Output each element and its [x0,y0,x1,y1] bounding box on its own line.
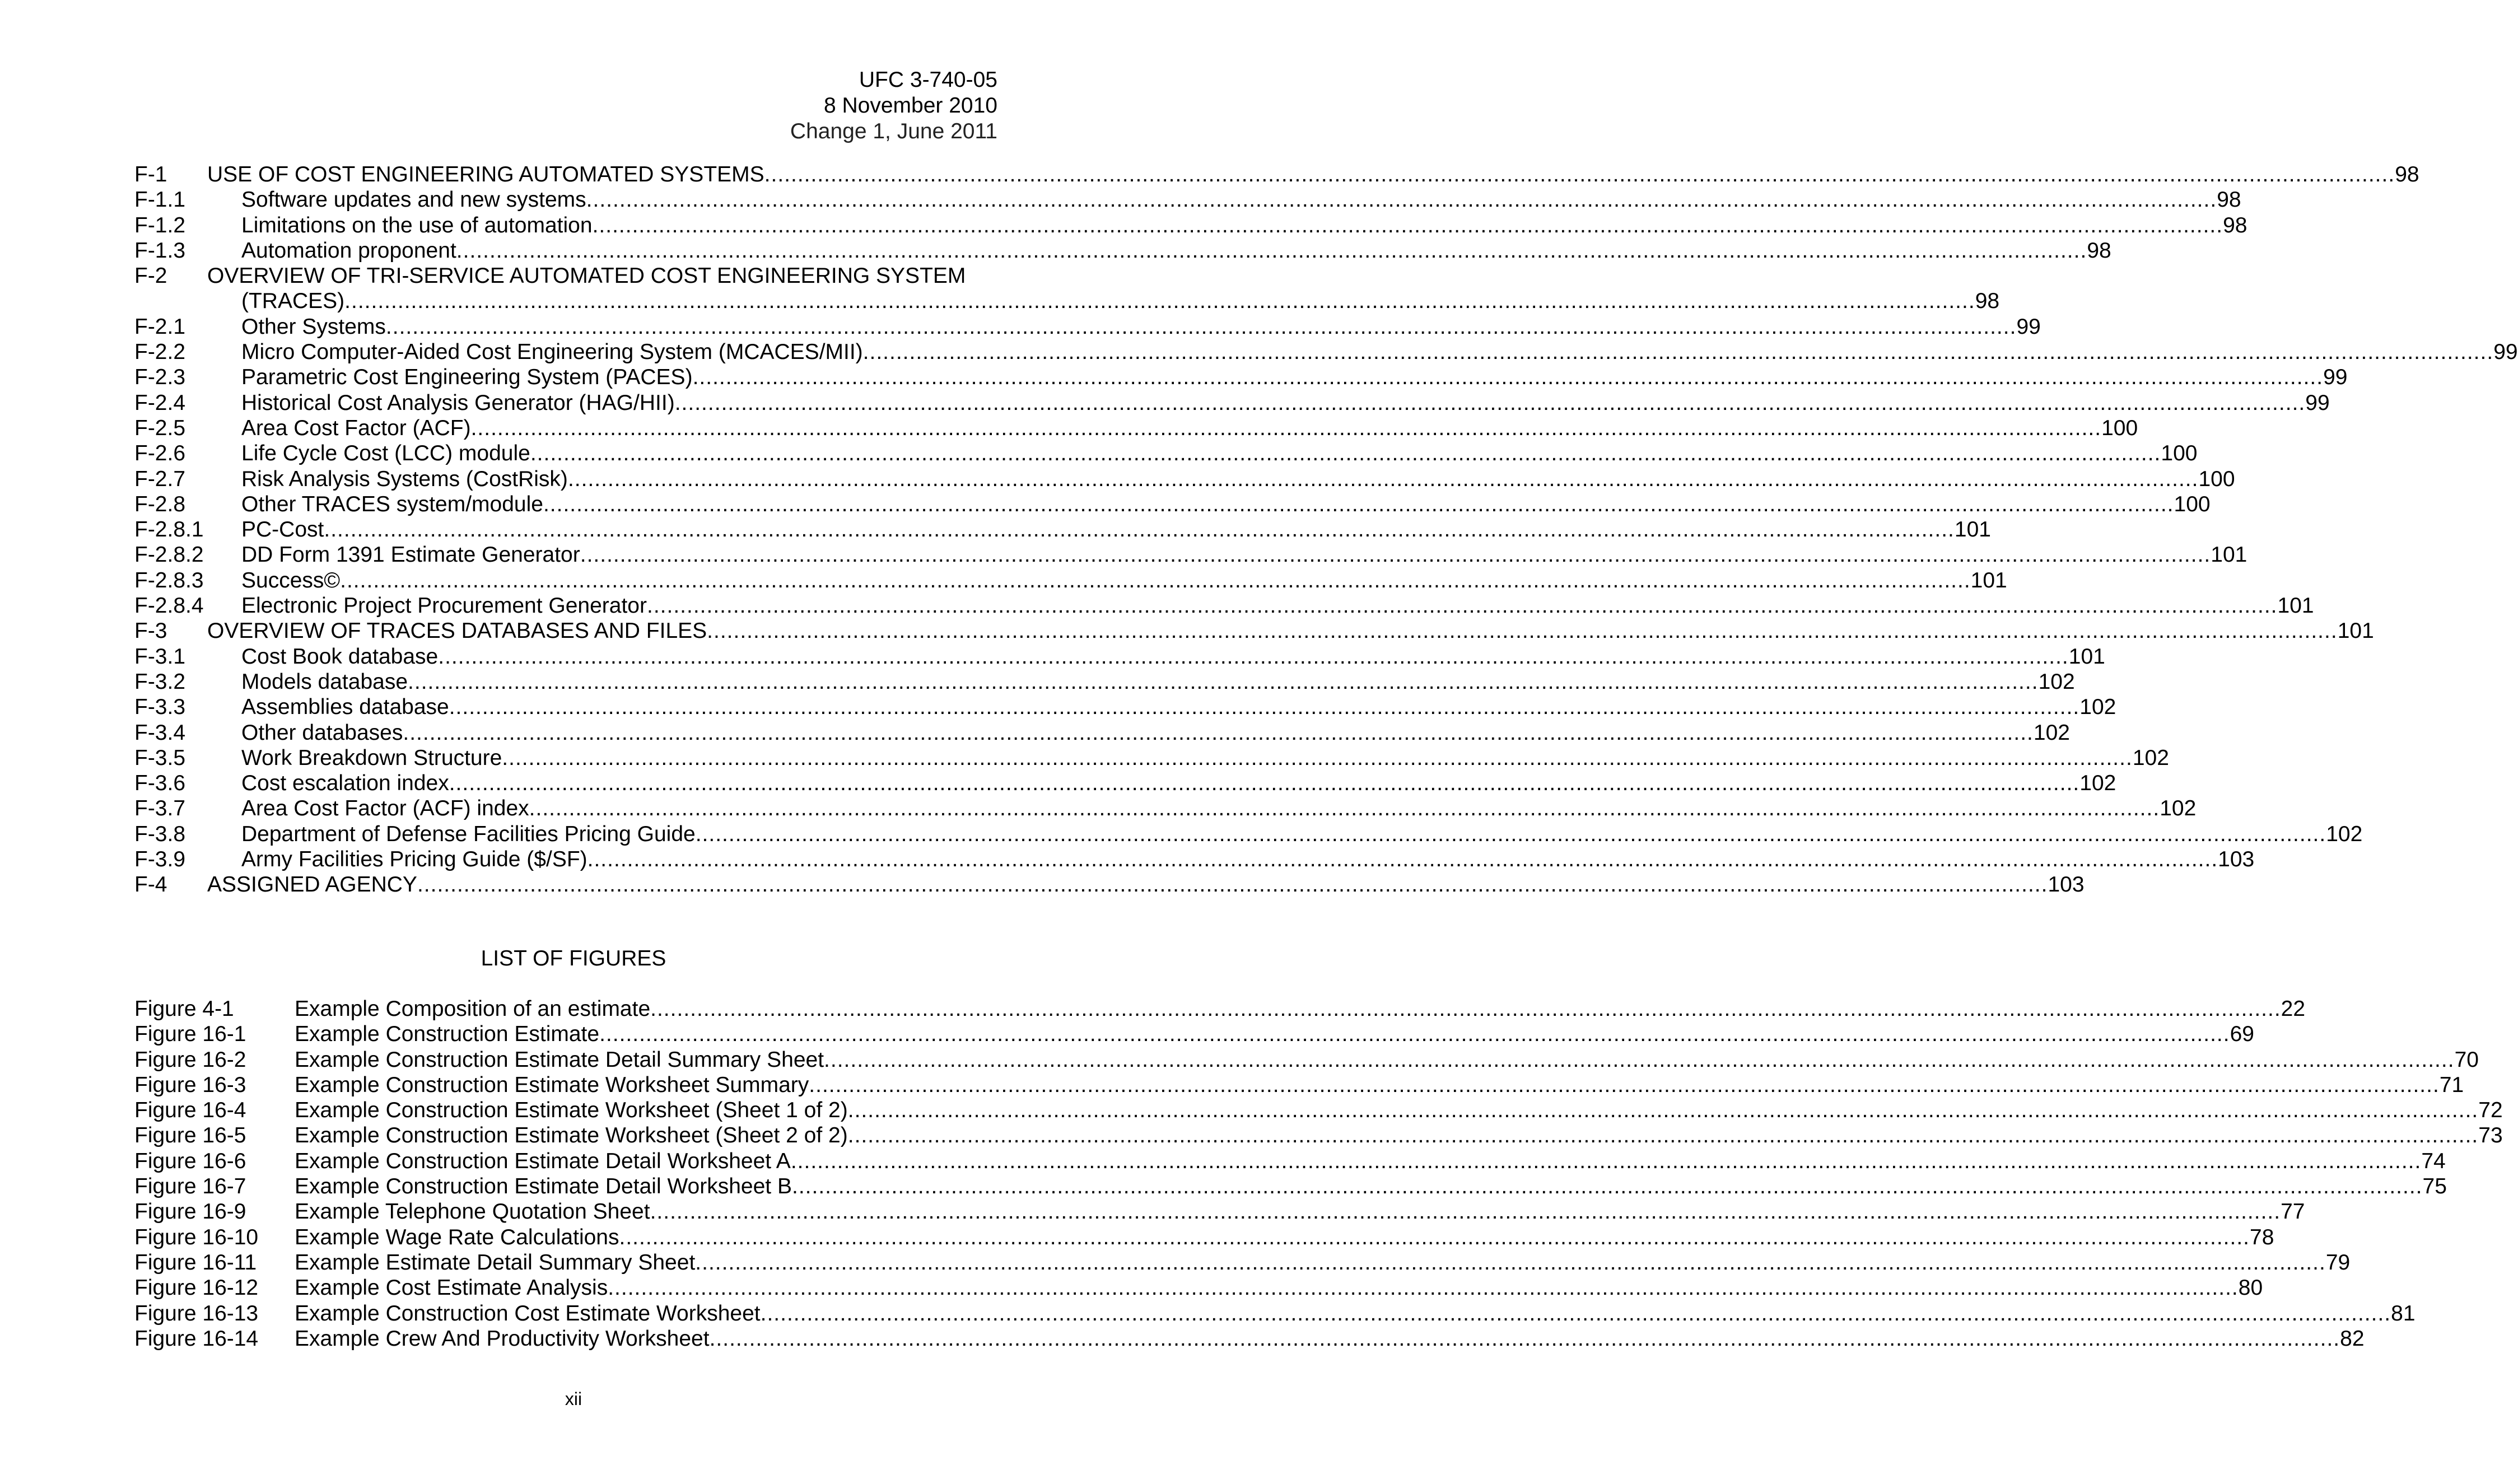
toc-entry[interactable]: F-2.2 Micro Computer-Aided Cost Engineering System (MCACES/MII) ..... 99 [134,340,1001,365]
figure-entry-number: Figure 16-14 [134,1326,259,1351]
toc-entry-page: 101 [1970,568,2007,592]
toc-entry[interactable]: F-2.8.2 DD Form 1391 Estimate Generator ..... 101 [134,543,1001,568]
dot-leader [710,1327,2340,1351]
toc-entry[interactable]: F-3 OVERVIEW OF TRACES DATABASES AND FILES ..... 101 [134,619,1001,644]
toc-entry-title: Models database [241,669,408,694]
toc-entry-page: 98 [1975,289,2000,314]
table-of-contents [134,162,2518,898]
toc-entry-page: 101 [1954,517,1991,542]
toc-entry-title: Other databases [241,720,403,745]
toc-entry[interactable]: F-3.1 Cost Book database ..... 101 [134,645,1001,670]
toc-entry[interactable]: F-3.9 Army Facilities Pricing Guide ($/SF) ..... 103 [134,847,1001,872]
dot-leader [449,695,2080,720]
toc-entry[interactable]: F-3.5 Work Breakdown Structure ..... 102 [134,746,1001,771]
dot-leader [848,1098,2479,1123]
toc-entry-title: Area Cost Factor (ACF) [241,416,471,440]
dot-leader [568,467,2199,492]
figure-entry-number: Figure 16-2 [134,1047,246,1072]
dot-leader [707,619,2338,643]
figure-entry[interactable] [134,1326,2365,1352]
toc-entry[interactable]: F-4 ASSIGNED AGENCY ..... 103 [134,872,1001,898]
toc-entry-title: DD Form 1391 Estimate Generator [241,543,580,567]
toc-entry[interactable]: F-2.8.1 PC-Cost ..... 101 [134,517,1001,543]
figure-entry[interactable] [134,1022,2254,1047]
page-number: xii [565,1389,582,1409]
toc-entry-title: Electronic Project Procurement Generator [241,594,647,618]
dot-leader [599,1022,2230,1047]
toc-entry[interactable]: F-3.6 Cost escalation index ..... 102 [134,771,1001,796]
dot-leader [619,1225,2250,1250]
dot-leader [586,188,2217,212]
toc-entry-title: Historical Cost Analysis Generator (HAG/HII) [241,390,675,415]
dot-leader [502,746,2133,771]
toc-entry[interactable]: F-3.3 Assemblies database ..... 102 [134,695,1001,720]
figure-entry-title: Example Estimate Detail Summary Sheet [295,1250,696,1275]
toc-entry-title: Other TRACES system/module [241,492,543,516]
toc-entry[interactable]: F-2.1 Other Systems ..... 99 [134,315,1001,340]
toc-entry[interactable]: F-2 OVERVIEW OF TRI-SERVICE AUTOMATED COST ENGINEERING SYSTEM [134,264,1001,289]
figure-entry-number: Figure 16-3 [134,1072,246,1097]
figure-entry[interactable] [134,1072,2464,1098]
toc-entry-title: Department of Defense Facilities Pricing Guide [241,822,696,846]
dot-leader [792,1174,2423,1199]
dot-leader [587,847,2218,872]
dot-leader [580,543,2211,567]
toc-entry[interactable]: F-1 USE OF COST ENGINEERING AUTOMATED SYSTEMS ..... 98 [134,162,1001,188]
toc-entry[interactable]: F-1.1 Software updates and new systems ..... 98 [134,188,1001,213]
figure-entry[interactable] [134,1174,2447,1200]
dot-leader [791,1149,2422,1174]
dot-leader [824,1048,2455,1072]
figure-entry-number: Figure 16-13 [134,1301,259,1326]
toc-entry[interactable]: F-2.7 Risk Analysis Systems (CostRisk) ..... 100 [134,467,1001,492]
dot-leader [403,721,2034,745]
dot-leader [386,315,2017,339]
toc-entry-page: 101 [2211,543,2247,567]
toc-entry-title: USE OF COST ENGINEERING AUTOMATED SYSTEMS [207,162,764,186]
toc-entry-title: Risk Analysis Systems (CostRisk) [241,466,568,491]
figure-entry-page: 70 [2454,1047,2479,1072]
figure-entry-title: Example Telephone Quotation Sheet [295,1200,650,1224]
figure-entry-title: Example Cost Estimate Analysis [295,1276,608,1300]
figure-entry-number: Figure 16-5 [134,1123,246,1148]
figure-entry-number: Figure 16-1 [134,1022,246,1047]
figure-entry-number: Figure 16-10 [134,1225,259,1249]
toc-entry-title: Automation proponent [241,238,456,263]
dot-leader [650,997,2281,1021]
figure-entry-number: Figure 16-12 [134,1276,259,1300]
toc-entry-title: Life Cycle Cost (LCC) module [241,441,530,466]
toc-entry[interactable]: F-2.8 Other TRACES system/module ..... 100 [134,492,1001,517]
figure-entry-page: 69 [2230,1022,2254,1047]
figure-entry-title: Example Construction Estimate [295,1022,600,1047]
dot-leader [324,517,1955,542]
toc-entry-title: Software updates and new systems [241,188,586,212]
dot-leader [764,162,2395,187]
figure-entry-page: 72 [2478,1098,2503,1123]
figure-entry-title: Example Crew And Productivity Worksheet [295,1326,710,1351]
figure-entry[interactable] [134,1047,2479,1073]
figure-entry-title: Example Construction Estimate Detail Worksheet A [295,1149,791,1173]
toc-entry-title: Other Systems [241,314,386,339]
toc-entry[interactable]: F-1.3 Automation proponent ..... 98 [134,239,1001,264]
figure-entry-title: Example Construction Cost Estimate Worksheet [295,1301,761,1326]
dot-leader [809,1073,2440,1098]
dot-leader [647,594,2278,618]
figure-entry-number: Figure 4-1 [134,997,234,1021]
toc-entry-page: 102 [2038,669,2075,694]
toc-entry[interactable]: F-3.4 Other databases ..... 102 [134,721,1001,746]
toc-entry-title: Micro Computer-Aided Cost Engineering System (MCACES/MII) [241,340,863,365]
toc-entry[interactable]: F-3.2 Models database ..... 102 [134,670,1001,695]
figure-entry[interactable] [134,1250,2351,1276]
toc-entry-page: 102 [2079,695,2116,720]
dot-leader [608,1276,2239,1300]
toc-entry-page: 102 [2079,771,2116,796]
figure-entry-page: 75 [2422,1174,2447,1199]
toc-entry-title: ASSIGNED AGENCY [207,872,417,897]
figure-entry-number: Figure 16-7 [134,1174,246,1199]
toc-entry-title: Cost Book database [241,644,439,669]
toc-entry-continuation[interactable] [134,289,2000,314]
figure-entry-title: Example Composition of an estimate [295,997,651,1021]
figure-entry[interactable] [134,1225,2274,1250]
dot-leader [408,670,2039,694]
toc-entry-title-continued: (TRACES) [241,289,345,314]
dot-leader [848,1123,2479,1148]
toc-entry-page: 102 [2160,796,2197,821]
figure-entry[interactable] [134,1098,2503,1123]
toc-entry[interactable]: F-2.6 Life Cycle Cost (LCC) module ..... 100 [134,441,1001,466]
dot-leader [761,1301,2391,1326]
figure-entry-number: Figure 16-9 [134,1200,246,1224]
figure-entry-title: Example Construction Estimate Detail Worksheet B [295,1174,792,1199]
dot-leader [449,771,2080,796]
figure-entry[interactable] [134,1123,2503,1149]
toc-entry-page: 98 [2395,162,2419,186]
dot-leader [530,441,2161,466]
document-id: UFC 3-740-05 [859,68,997,92]
dot-leader [693,365,2324,390]
dot-leader [340,568,1971,593]
figure-entry-page: 82 [2340,1326,2365,1351]
dot-leader [344,289,1975,314]
toc-entry[interactable]: F-2.3 Parametric Cost Engineering System (PACES) ..... 99 [134,365,1001,390]
toc-entry-page: 102 [2033,720,2070,745]
figure-entry-title: Example Wage Rate Calculations [295,1225,619,1249]
figure-entry[interactable] [134,1200,2305,1225]
toc-entry-page: 101 [2337,619,2374,643]
toc-entry-page: 98 [2217,188,2241,212]
toc-entry-page: 102 [2326,822,2363,846]
toc-entry-title: Success© [241,568,341,592]
dot-leader [529,796,2160,821]
toc-entry-title: Cost escalation index [241,771,449,796]
figure-entry-page: 73 [2478,1123,2503,1148]
figure-entry-title: Example Construction Estimate Worksheet (Sheet 1 of 2) [295,1098,848,1123]
toc-entry[interactable]: F-3.7 Area Cost Factor (ACF) index ..... 102 [134,796,1001,822]
figure-entry[interactable] [134,1149,2446,1174]
toc-entry-title: Work Breakdown Structure [241,745,502,770]
figure-entry-number: Figure 16-6 [134,1149,246,1173]
toc-entry-page: 99 [2305,390,2330,415]
toc-entry-page: 100 [2161,441,2198,466]
toc-entry-page: 103 [2218,847,2255,872]
toc-entry[interactable]: F-2.4 Historical Cost Analysis Generator (HAG/HII) ..... 99 [134,391,1001,416]
dot-leader [456,239,2087,263]
figure-entry-page: 78 [2250,1225,2274,1249]
toc-entry-title: Limitations on the use of automation [241,213,593,237]
dot-leader [650,1200,2281,1224]
figure-entry-page: 74 [2421,1149,2446,1173]
toc-entry-page: 101 [2277,594,2314,618]
dot-leader [471,416,2102,441]
figure-entry-page: 80 [2238,1276,2263,1300]
toc-entry[interactable]: F-2.8.3 Success© ..... 101 [134,568,1001,594]
toc-entry-page: 99 [2493,340,2518,365]
dot-leader [438,645,2069,669]
list-of-figures [134,997,2503,1352]
figure-entry[interactable] [134,997,2306,1022]
figure-entry[interactable] [134,1276,2263,1301]
figure-entry-title: Example Construction Estimate Worksheet (Sheet 2 of 2) [295,1123,848,1148]
toc-entry-page: 98 [2087,238,2111,263]
toc-entry-page: 99 [2016,314,2041,339]
figure-entry-number: Figure 16-4 [134,1098,246,1123]
dot-leader [417,872,2048,897]
dot-leader [543,492,2174,517]
toc-entry-title: Army Facilities Pricing Guide ($/SF) [241,847,587,872]
dot-leader [695,1250,2326,1275]
figure-entry-page: 79 [2325,1250,2351,1275]
toc-entry-page: 99 [2323,365,2348,390]
figure-entry[interactable] [134,1301,2416,1327]
dot-leader [696,822,2326,847]
toc-entry-title: Assemblies database [241,695,449,720]
toc-entry-page: 101 [2068,644,2105,669]
figure-entry-title: Example Construction Estimate Detail Summary Sheet [295,1047,824,1072]
document-date: 8 November 2010 [823,94,997,118]
toc-entry-page: 102 [2132,745,2169,770]
figure-entry-number: Figure 16-11 [134,1250,257,1275]
figure-entry-page: 81 [2391,1301,2416,1326]
figure-entry-title: Example Construction Estimate Worksheet Summary [295,1072,809,1097]
figure-entry-page: 71 [2439,1072,2464,1097]
toc-entry-title: OVERVIEW OF TRACES DATABASES AND FILES [207,619,707,643]
list-of-figures-heading: LIST OF FIGURES [481,946,666,970]
dot-leader [593,213,2223,238]
toc-entry-page: 103 [2048,872,2085,897]
dot-leader [863,340,2494,365]
toc-entry-title: OVERVIEW OF TRI-SERVICE AUTOMATED COST ENGINEERING SYSTEM [207,264,966,288]
dot-leader [675,391,2306,416]
page-header [790,67,997,144]
toc-entry-title: Parametric Cost Engineering System (PACES) [241,365,693,390]
figure-entry-page: 77 [2281,1200,2305,1224]
figure-entry-page: 22 [2281,997,2306,1021]
toc-entry[interactable]: F-1.2 Limitations on the use of automation ..... 98 [134,213,1001,239]
toc-entry[interactable]: F-2.8.4 Electronic Project Procurement Generator ..... 101 [134,594,1001,619]
toc-entry-title: PC-Cost [241,517,324,542]
document-change: Change 1, June 2011 [790,119,997,143]
toc-entry-page: 100 [2101,416,2138,440]
toc-entry-page: 100 [2174,492,2211,516]
toc-entry[interactable]: F-2.5 Area Cost Factor (ACF) ..... 100 [134,416,1001,441]
toc-entry-page: 100 [2198,466,2235,491]
toc-entry-page: 98 [2223,213,2247,237]
toc-entry-title: Area Cost Factor (ACF) index [241,796,529,821]
toc-entry[interactable]: F-3.8 Department of Defense Facilities Pricing Guide ..... 102 [134,822,1001,847]
